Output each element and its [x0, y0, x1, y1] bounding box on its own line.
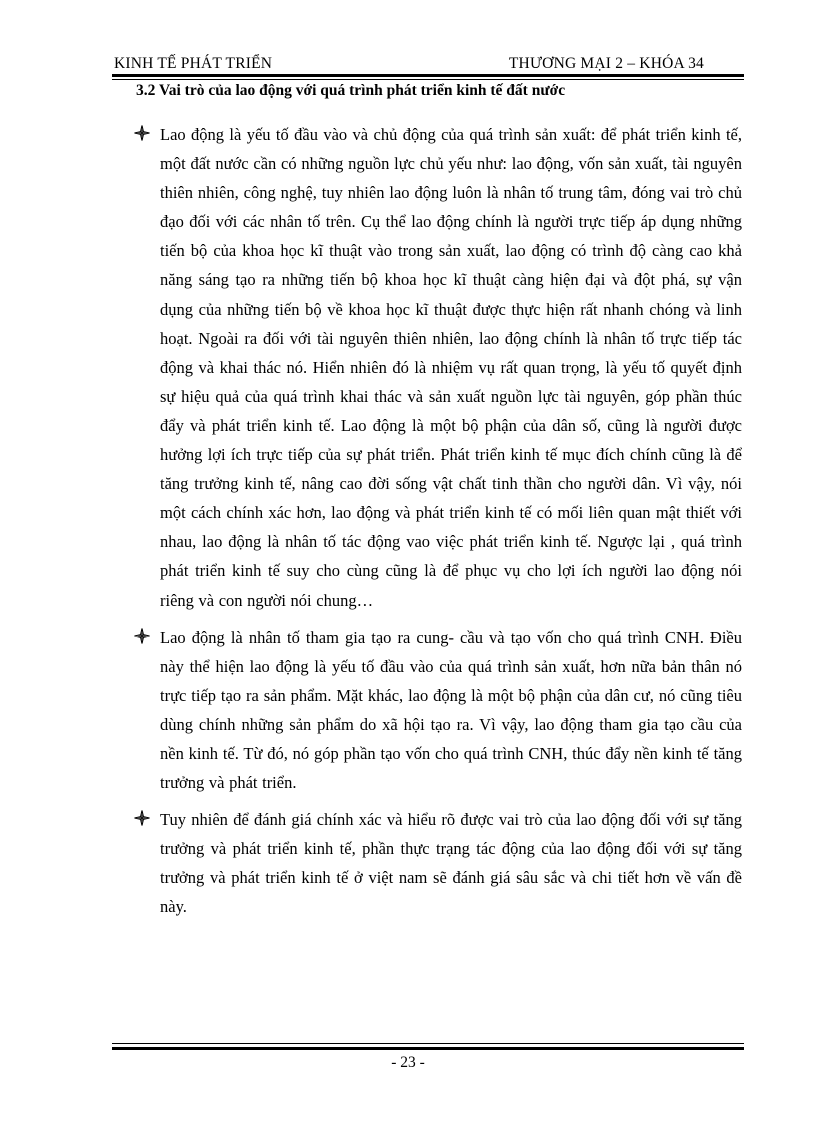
header-divider-thick [112, 74, 744, 77]
page-header [112, 52, 744, 74]
four-point-star-icon [134, 125, 150, 141]
bullet-paragraph: Tuy nhiên để đánh giá chính xác và hiểu rõ được vai trò của lao động đối với sự tăng trưởng và phát triển kinh tế, phần thực trạng tác động của lao động đối với sự tăng trưởng và phát triển kinh tế ở việt nam sẽ đánh giá sâu sắc và chi tiết hơn về vấn đề này. [160, 810, 742, 917]
footer-divider-thin [112, 1043, 744, 1044]
four-point-star-icon [134, 810, 150, 826]
header-class-label: THƯƠNG MẠI 2 – KHÓA 34 [508, 55, 704, 72]
bullet-list [130, 120, 742, 930]
section-title: 3.2 Vai trò của lao động với quá trình phát triển kinh tế đất nước [136, 82, 566, 99]
header-course-title: KINH TẾ PHÁT TRIỂN [114, 55, 273, 72]
footer-divider-thick [112, 1047, 744, 1050]
page-number: - 23 - [391, 1054, 425, 1071]
bullet-item [130, 805, 742, 921]
bullet-item [130, 120, 742, 615]
bullet-paragraph: Lao động là nhân tố tham gia tạo ra cung- cầu và tạo vốn cho quá trình CNH. Điều này thể hiện lao động là yếu tố đầu vào của quá trình sản xuất, hơn nữa bản thân nó trực tiếp tạo ra sản phẩm. Mặt khác, lao động là một bộ phận của dân cư, nó cũng tiêu dùng chính những sản phẩm do xã hội tạo ra. Vì vậy, lao động tham gia tạo cầu của nền kinh tế. Từ đó, nó góp phần tạo vốn cho quá trình CNH, thúc đẩy nền kinh tế tăng trưởng và phát triển. [160, 627, 742, 793]
four-point-star-icon [134, 628, 150, 644]
bullet-item [130, 623, 742, 798]
header-divider-thin [112, 79, 744, 80]
bullet-paragraph: Lao động là yếu tố đầu vào và chủ động của quá trình sản xuất: để phát triển kinh tế, một đất nước cần có những nguồn lực chủ yếu như: lao động, vốn sản xuất, tài nguyên thiên nhiên, công nghệ, tuy nhiên lao động luôn là nhân tố trung tâm, đóng vai trò chủ đạo đối với các nhân tố trên. Cụ thể lao động chính là người trực tiếp áp dụng những tiến bộ của khoa học kĩ thuật vào trong sản xuất, lao động có trình độ càng cao khả năng sáng tạo ra những tiến bộ khoa học kĩ thuật càng hiện đại và đột phá, sự vận dụng của những tiến bộ về khoa học kĩ thuật được thực hiện rất nhanh chóng và linh hoạt. Ngoài ra đối với tài nguyên thiên nhiên, lao động chính là nhân tố trực tiếp tác động và khai thác nó. Hiển nhiên đó là nhiệm vụ rất quan trọng, là yếu tố quyết định sự hiệu quả của quá trình khai thác và sản xuất nguồn lực tài nguyên, góp phần thúc đẩy và phát triển kinh tế. Lao động là một bộ phận của dân số, cũng là người được hưởng lợi ích trực tiếp của sự phát triển. Phát triển kinh tế mục đích chính cũng là để tăng trưởng kinh tế, nâng cao đời sống vật chất tinh thần cho người dân. Vì vậy, nói một cách chính xác hơn, lao động và phát triển kinh tế có mối liên quan mật thiết với nhau, lao động là nhân tố tác động vao việc phát triển kinh tế. Ngược lại , quá trình phát triển kinh tế suy cho cùng cũng là để phục vụ cho lợi ích người lao động nói riêng và con người nói chung… [160, 125, 742, 610]
